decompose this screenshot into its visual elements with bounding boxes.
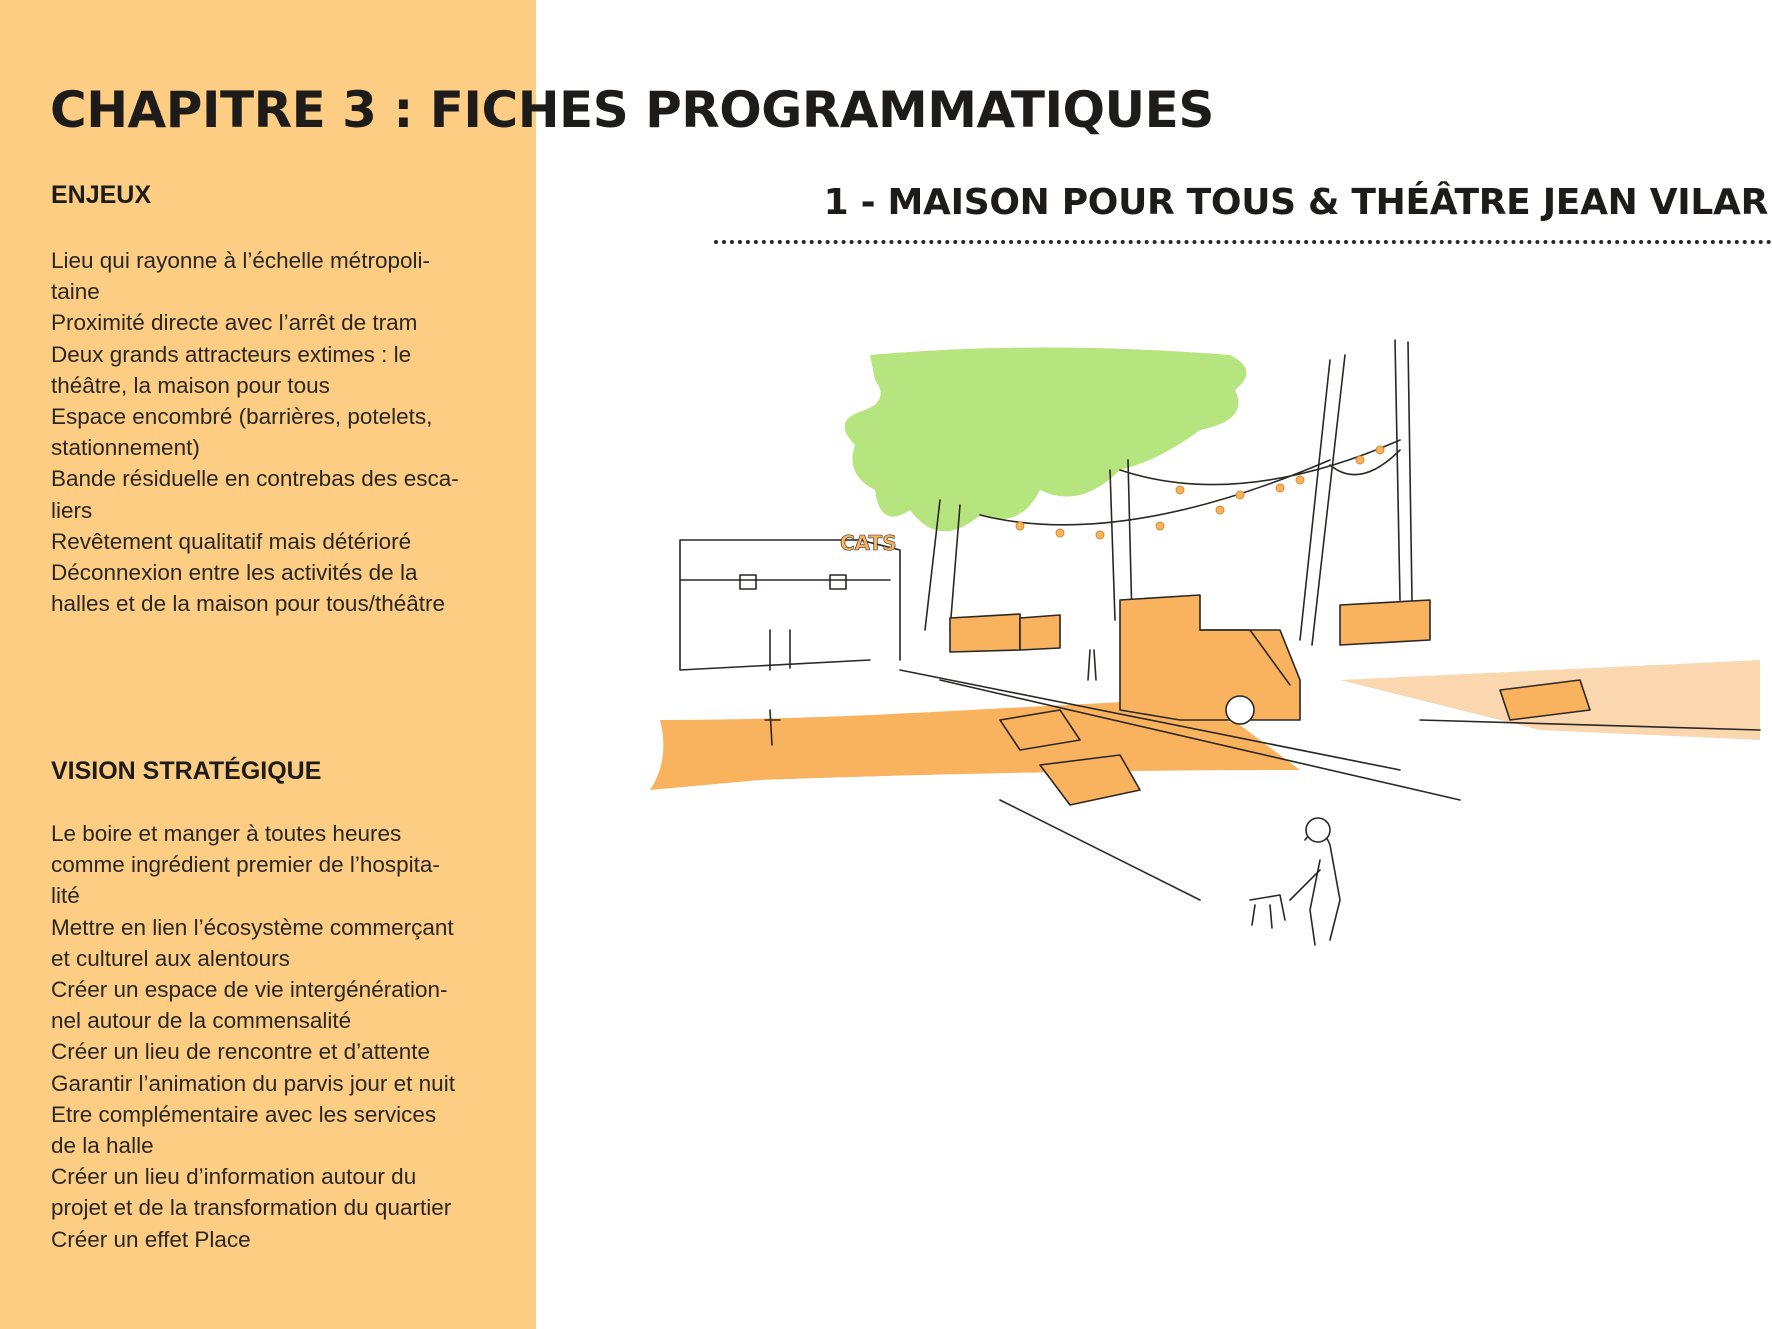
sketch-head	[1306, 818, 1330, 842]
sketch-food-truck	[1120, 595, 1300, 720]
enjeux-heading: ENJEUX	[51, 181, 152, 209]
sketch-wheel	[1226, 696, 1254, 724]
sketch-tree-trunk	[1110, 460, 1132, 620]
sketch-stall	[950, 614, 1020, 652]
sketch-dog	[1250, 895, 1285, 928]
sketch-stall	[1020, 615, 1060, 650]
title-dotted-rule	[714, 240, 1772, 244]
sketch-window	[740, 575, 756, 589]
sketch-person	[1290, 831, 1340, 945]
sketch-person	[1088, 650, 1096, 680]
enjeux-text: Lieu qui rayonne à l’échelle métropoli- taine Proximité directe avec l’arrêt de tram Deux grands attracteurs extimes : le théâtre, la maison pour tous Espace encombré (barrières, potelets, stationnement) Bande résiduelle en contrebas des esca- liers Revêtement qualitatif mais détérioré Déconnexion entre les activités de la halles et de la maison pour tous/théâtre	[51, 248, 459, 617]
chapter-title: CHAPITRE 3 : FICHES PROGRAMMATIQUES	[50, 81, 1214, 139]
sketch-stall	[1340, 600, 1430, 645]
sketch-tree-trunk	[1300, 355, 1345, 645]
sketch-tree-foliage	[845, 348, 1247, 532]
vision-heading: VISION STRATÉGIQUE	[51, 757, 322, 785]
sketch-sign-text: CATS	[840, 531, 897, 555]
vision-text: Le boire et manger à toutes heures comme ingrédient premier de l’hospita- lité Mettre en lien l’écosystème commerçant et culturel aux alentours Créer un espace de vie intergénération- nel autour de la commensalité Créer un lieu de rencontre et d’attente Garantir l’animation du parvis jour et nuit Etre complémentaire avec les services de la halle Créer un lieu d’information autour du projet et de la transformation du quartier Créer un effet Place	[51, 821, 455, 1252]
sketch-bench	[1040, 755, 1140, 805]
sketch-window	[830, 575, 846, 589]
sketch-tree-trunk	[1395, 340, 1412, 600]
fiche-title: 1 - MAISON POUR TOUS & THÉÂTRE JEAN VILAR	[823, 182, 1768, 223]
urban-sketch-illustration	[640, 300, 1772, 1040]
